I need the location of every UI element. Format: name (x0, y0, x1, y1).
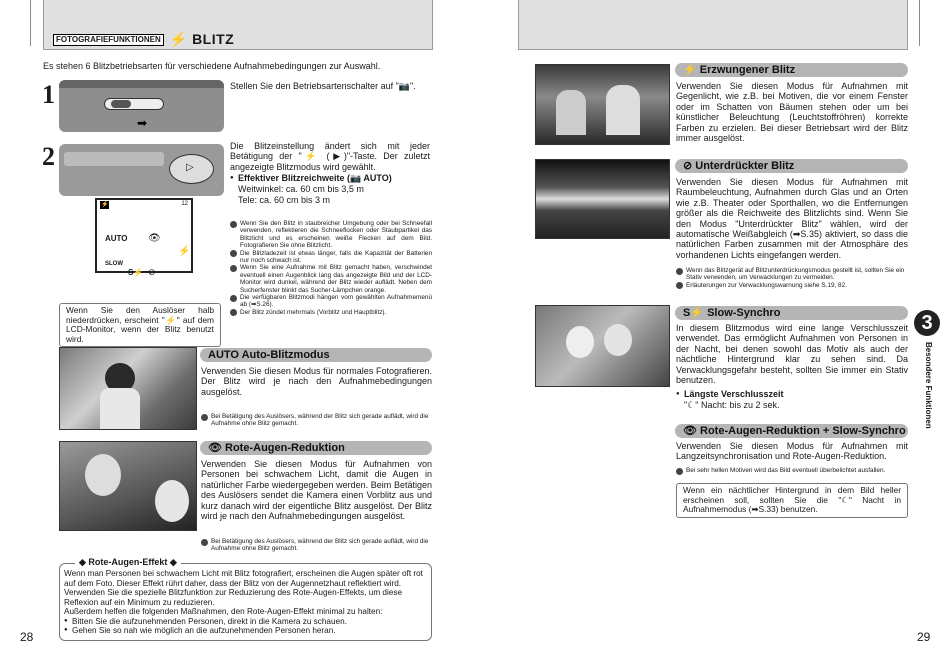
effect-paragraph: Wenn man Personen bei schwachem Licht mit Blitz fotografiert, erscheinen die Augen später oft rot auf dem Foto. Dieser Effekt rührt daher, dass der Blitz von der Augennetzhaut reflektiert wird. Verwenden Sie die spezielle Blitzfunktion zur Reduzierung des Rote-Augen-Effekts, um diese Reflexion auf ein Minimum zu reduzieren. (64, 569, 423, 607)
slow-synchro-title: S⚡ Slow-Synchro (675, 306, 908, 320)
longest-shutter-title: ● Längste Verschlusszeit (676, 389, 908, 399)
flash-mode-cycle (100, 226, 190, 276)
notes-list (230, 220, 432, 316)
night-mode-box: Wenn ein nächtlicher Hintergrund in dem Bild heller erscheinen soll, sollten Sie die "☾" Nacht in Aufnahmemodus (➡S.33) benutzen. (676, 483, 908, 518)
note-icon (230, 309, 237, 316)
suppressed-flash-photo (535, 159, 670, 239)
slow-sync-icon: S⚡ (128, 268, 144, 277)
note-icon (201, 414, 208, 421)
red-eye-text: Verwenden Sie diesen Modus für Aufnahmen von Personen bei schwachem Licht, damit die Augen in natürlicher Farbe wiedergegeben werden. Beim Betätigen des Auslösers sendet die Kamera einen Vorblitz aus und kurz danach wird der eigentliche Blitz ausgelöst. Der Blitz wird je nach den Aufnahmebedingungen ausgelöst. (201, 459, 432, 522)
red-eye-slow-note (676, 467, 908, 475)
slow-synchro-text: In diesem Blitzmodus wird eine lange Verschlusszeit verwendet. Das ermöglicht Aufnahmen von Personen in der Nacht, bei denen sowohl das Motiv als auch der nächtliche Hintergrund klar zu sehen sind. Da Verwacklungsgefahr besteht, sollten Sie immer ein Stativ benutzen. (676, 323, 908, 386)
redeye-icon: 👁 (148, 233, 161, 244)
crop-mark (919, 0, 920, 46)
note: Wenn Sie den Blitz in staubreicher Umgebung oder bei Schneefall verwenden, reflektieren die Schneeflocken oder Staubpartikel das Blitzlicht und es erscheinen weiße Flecken auf dem Bild. Fotografieren Sie ohne Blitzlicht. (240, 220, 432, 250)
chapter-label: Besondere Funktionen (924, 342, 933, 429)
note: Die verfügbaren Blitzmodi hängen vom gewählten Aufnahmemenü ab (➡S.26). (240, 294, 432, 309)
longest-shutter (676, 389, 908, 399)
auto-mode-note (201, 413, 432, 428)
note-icon (230, 295, 237, 302)
note-text: Erläuterungen zur Verwacklungswarnung siehe S.19, 82. (686, 281, 847, 289)
step-2-number: 2 (42, 142, 55, 171)
note: Wenn Sie eine Aufnahme mit Blitz gemacht haben, verschwindet eventuell einen Augenblick lang das angezeigte Bild und der LCD-Monitor wird dunkel, während der Blitz wieder auflädt. Neben dem Sucherfenster blinkt das Sucher-Lämpchen orange. (240, 264, 432, 294)
note-icon (676, 282, 683, 289)
right-page-number: 29 (917, 630, 931, 644)
lcd-frame-count: 12 (181, 201, 188, 207)
flash-range-wide: Weitwinkel: ca. 60 cm bis 3,5 m (238, 184, 364, 194)
flash-range-title: ● Effektiver Blitzreichweite (📷 AUTO) (230, 173, 430, 183)
slow-synchro-photo (535, 305, 670, 387)
right-header-bar (518, 0, 908, 50)
no-flash-icon: ⊘ (148, 267, 156, 277)
suppressed-flash-notes (676, 267, 908, 289)
flash-range-tele: Tele: ca. 60 cm bis 3 m (238, 195, 331, 205)
intro-text: Es stehen 6 Blitzbetriebsarten für verschiedene Aufnahmebedingungen zur Auswahl. (43, 61, 381, 71)
note-icon (230, 221, 237, 228)
red-eye-slow-title: 👁 Rote-Augen-Reduktion + Slow-Synchro (675, 424, 908, 438)
shutter-info-box: Wenn Sie den Auslöser halb niederdrücken, erscheint "⚡" auf dem LCD-Monitor, wenn der Blitz benutzt wird. (59, 303, 221, 347)
note-text: Wenn das Blitzgerät auf Blitzunterdrückungsmodus gestellt ist, sollten Sie ein Stativ verwenden, um Verwacklungen zu vermeiden. (686, 267, 905, 282)
red-eye-effect-text (64, 569, 428, 636)
red-eye-title: 👁 Rote-Augen-Reduktion (200, 441, 432, 455)
auto-mode-label: AUTO (105, 234, 128, 243)
longest-shutter-value: "☾" Nacht: bis zu 2 sek. (684, 400, 780, 410)
effect-paragraph-2: Außerdem helfen die folgenden Maßnahmen, den Rote-Augen-Effekt minimal zu halten: (64, 607, 383, 616)
header-title: ⚡ BLITZ (169, 31, 235, 47)
forced-flash-title: ⚡ Erzwungener Blitz (675, 63, 908, 77)
note-icon (230, 265, 237, 272)
flash-icon: ⚡ (178, 246, 191, 257)
note-icon (676, 468, 683, 475)
step-1-text: Stellen Sie den Betriebsartenschalter auf "📷". (230, 81, 416, 91)
note-text: Bei Betätigung des Auslösers, während der Blitz sich gerade auflädt, wird die Aufnahme ohne Blitz gemacht. (211, 538, 429, 553)
lcd-monitor: ⚡ 12 (95, 198, 193, 273)
red-eye-note (201, 538, 432, 553)
note-icon (676, 268, 683, 275)
crop-mark (30, 0, 31, 46)
effect-bullet: ● Gehen Sie so nah wie möglich an die aufzunehmenden Personen heran. (64, 626, 428, 636)
note-text: Bei sehr hellen Motiven wird das Bild eventuell überbelichtet ausfallen. (686, 467, 886, 474)
header-tag: FOTOGRAFIEFUNKTIONEN (53, 34, 164, 46)
camera-dial-illustration: ➡ (59, 80, 224, 132)
note-icon (230, 250, 237, 257)
effect-bullet: ● Bitten Sie die aufzunehmenden Personen, direkt in die Kamera zu schauen. (64, 617, 428, 627)
note-text: Bei Betätigung des Auslösers, während der Blitz sich gerade auflädt, wird die Aufnahme ohne Blitz gemacht. (211, 413, 429, 428)
chapter-number: 3 (914, 310, 940, 336)
suppressed-flash-title: ⊘ Unterdrückter Blitz (675, 159, 908, 173)
slow-mode-label: SLOW (105, 261, 123, 267)
auto-mode-text: Verwenden Sie diesen Modus für normales Fotografieren. Der Blitz wird je nach den Aufnahmebedingungen ausgelöst. (201, 366, 432, 397)
auto-mode-title: AUTO Auto-Blitzmodus (200, 348, 432, 362)
step-1-number: 1 (42, 80, 55, 109)
left-page-number: 28 (20, 630, 34, 644)
auto-photo (59, 347, 197, 430)
page-header (53, 31, 234, 48)
red-eye-effect-title: ◆ Rote-Augen-Effekt ◆ (75, 557, 181, 568)
forced-flash-photo (535, 64, 670, 145)
camera-back-illustration: ▷ (59, 144, 224, 196)
note-icon (201, 539, 208, 546)
note: Die Blitzladezeit ist etwas länger, falls die Kapazität der Batterien nur noch schwach ist. (240, 249, 432, 265)
suppressed-flash-text: Verwenden Sie diesen Modus für Aufnahmen mit Raumbeleuchtung, Aufnahmen durch Glas und an Orten wie z.B. Theater oder Sporthallen, wo die Entfernungen größer als die Reichweite des Blitzlichts sind. Wenn Sie den Modus "Unterdrückter Blitz" wählen, wird der automatische Weißabgleich (➡S.35) aktiviert, so dass die natürlichen Farben zusammen mit der Atmosphäre des vorhandenen Lichts eingefangen werden. (676, 177, 908, 260)
red-eye-photo (59, 441, 197, 531)
forced-flash-text: Verwenden Sie diesen Modus für Aufnahmen mit Gegenlicht, wie z.B. bei Motiven, die vor einem Fenster oder im Schatten von Bäumen stehen oder um bei künstlicher Beleuchtung (Leuchtstoffröhren) korrekte Farben zu erzielen. Bei dieser Betriebsart wird der Blitz immer ausgelöst. (676, 81, 908, 144)
note: Der Blitz zündet mehrmals (Vorblitz und Hauptblitz). (240, 308, 387, 316)
flash-range (230, 173, 430, 183)
red-eye-slow-text: Verwenden Sie diesen Modus für Aufnahmen mit Langzeitsynchronisation und Rote-Augen-Reduktion. (676, 441, 908, 462)
step-2-text: Die Blitzeinstellung ändert sich mit jeder Betätigung der "⚡ (▶)"-Taste. Der zuletzt angezeigte Blitzmodus wird gewählt. (230, 141, 430, 172)
